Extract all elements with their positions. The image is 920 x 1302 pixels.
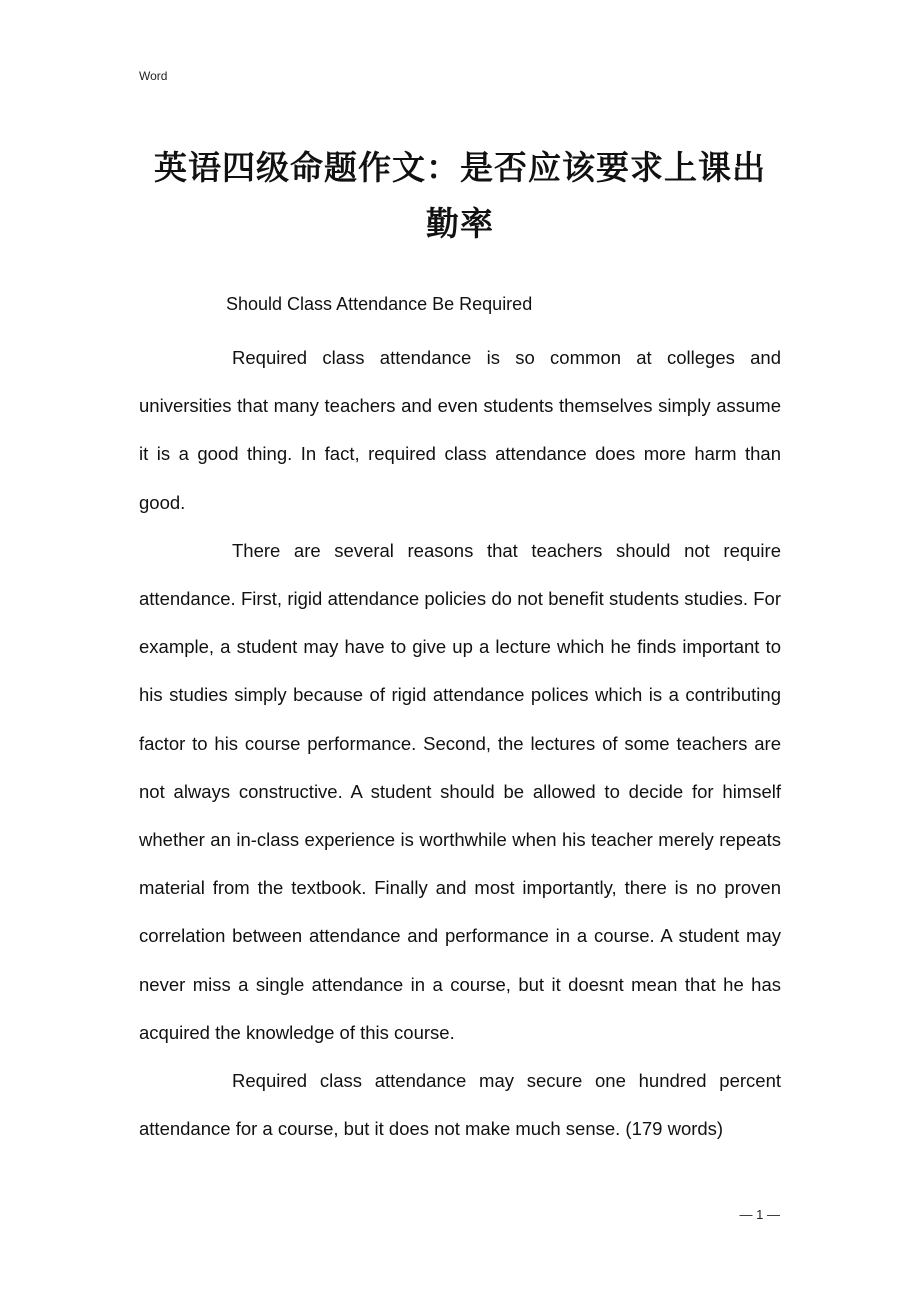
essay-body xyxy=(139,334,781,1153)
paragraph-reasons: There are several reasons that teachers should not require attendance. First, rigid attendance policies do not benefit students studies. For example, a student may have to give up a lecture which he finds important to his studies simply because of rigid attendance polices which is a contributing factor to his course performance. Second, the lectures of some teachers are not always constructive. A student should be allowed to decide for himself whether an in-class experience is worthwhile when his teacher merely repeats material from the textbook. Finally and most importantly, there is no proven correlation between attendance and performance in a course. A student may never miss a single attendance in a course, but it doesnt mean that he has acquired the knowledge of this course. xyxy=(139,539,781,1043)
essay-heading: Should Class Attendance Be Required xyxy=(226,294,533,314)
paragraph-intro: Required class attendance is so common at colleges and universities that many teachers and even students themselves simply assume it is a good thing. In fact, required class attendance does more harm than good. xyxy=(139,347,781,513)
paragraph-conclusion: Required class attendance may secure one hundred percent attendance for a course, but it does not make much sense. (179 words) xyxy=(139,1070,781,1140)
header-label: Word xyxy=(139,69,168,83)
document-title: 英语四级命题作文：是否应该要求上课出勤率 xyxy=(154,148,766,243)
page-number: — 1 — xyxy=(739,1207,780,1222)
